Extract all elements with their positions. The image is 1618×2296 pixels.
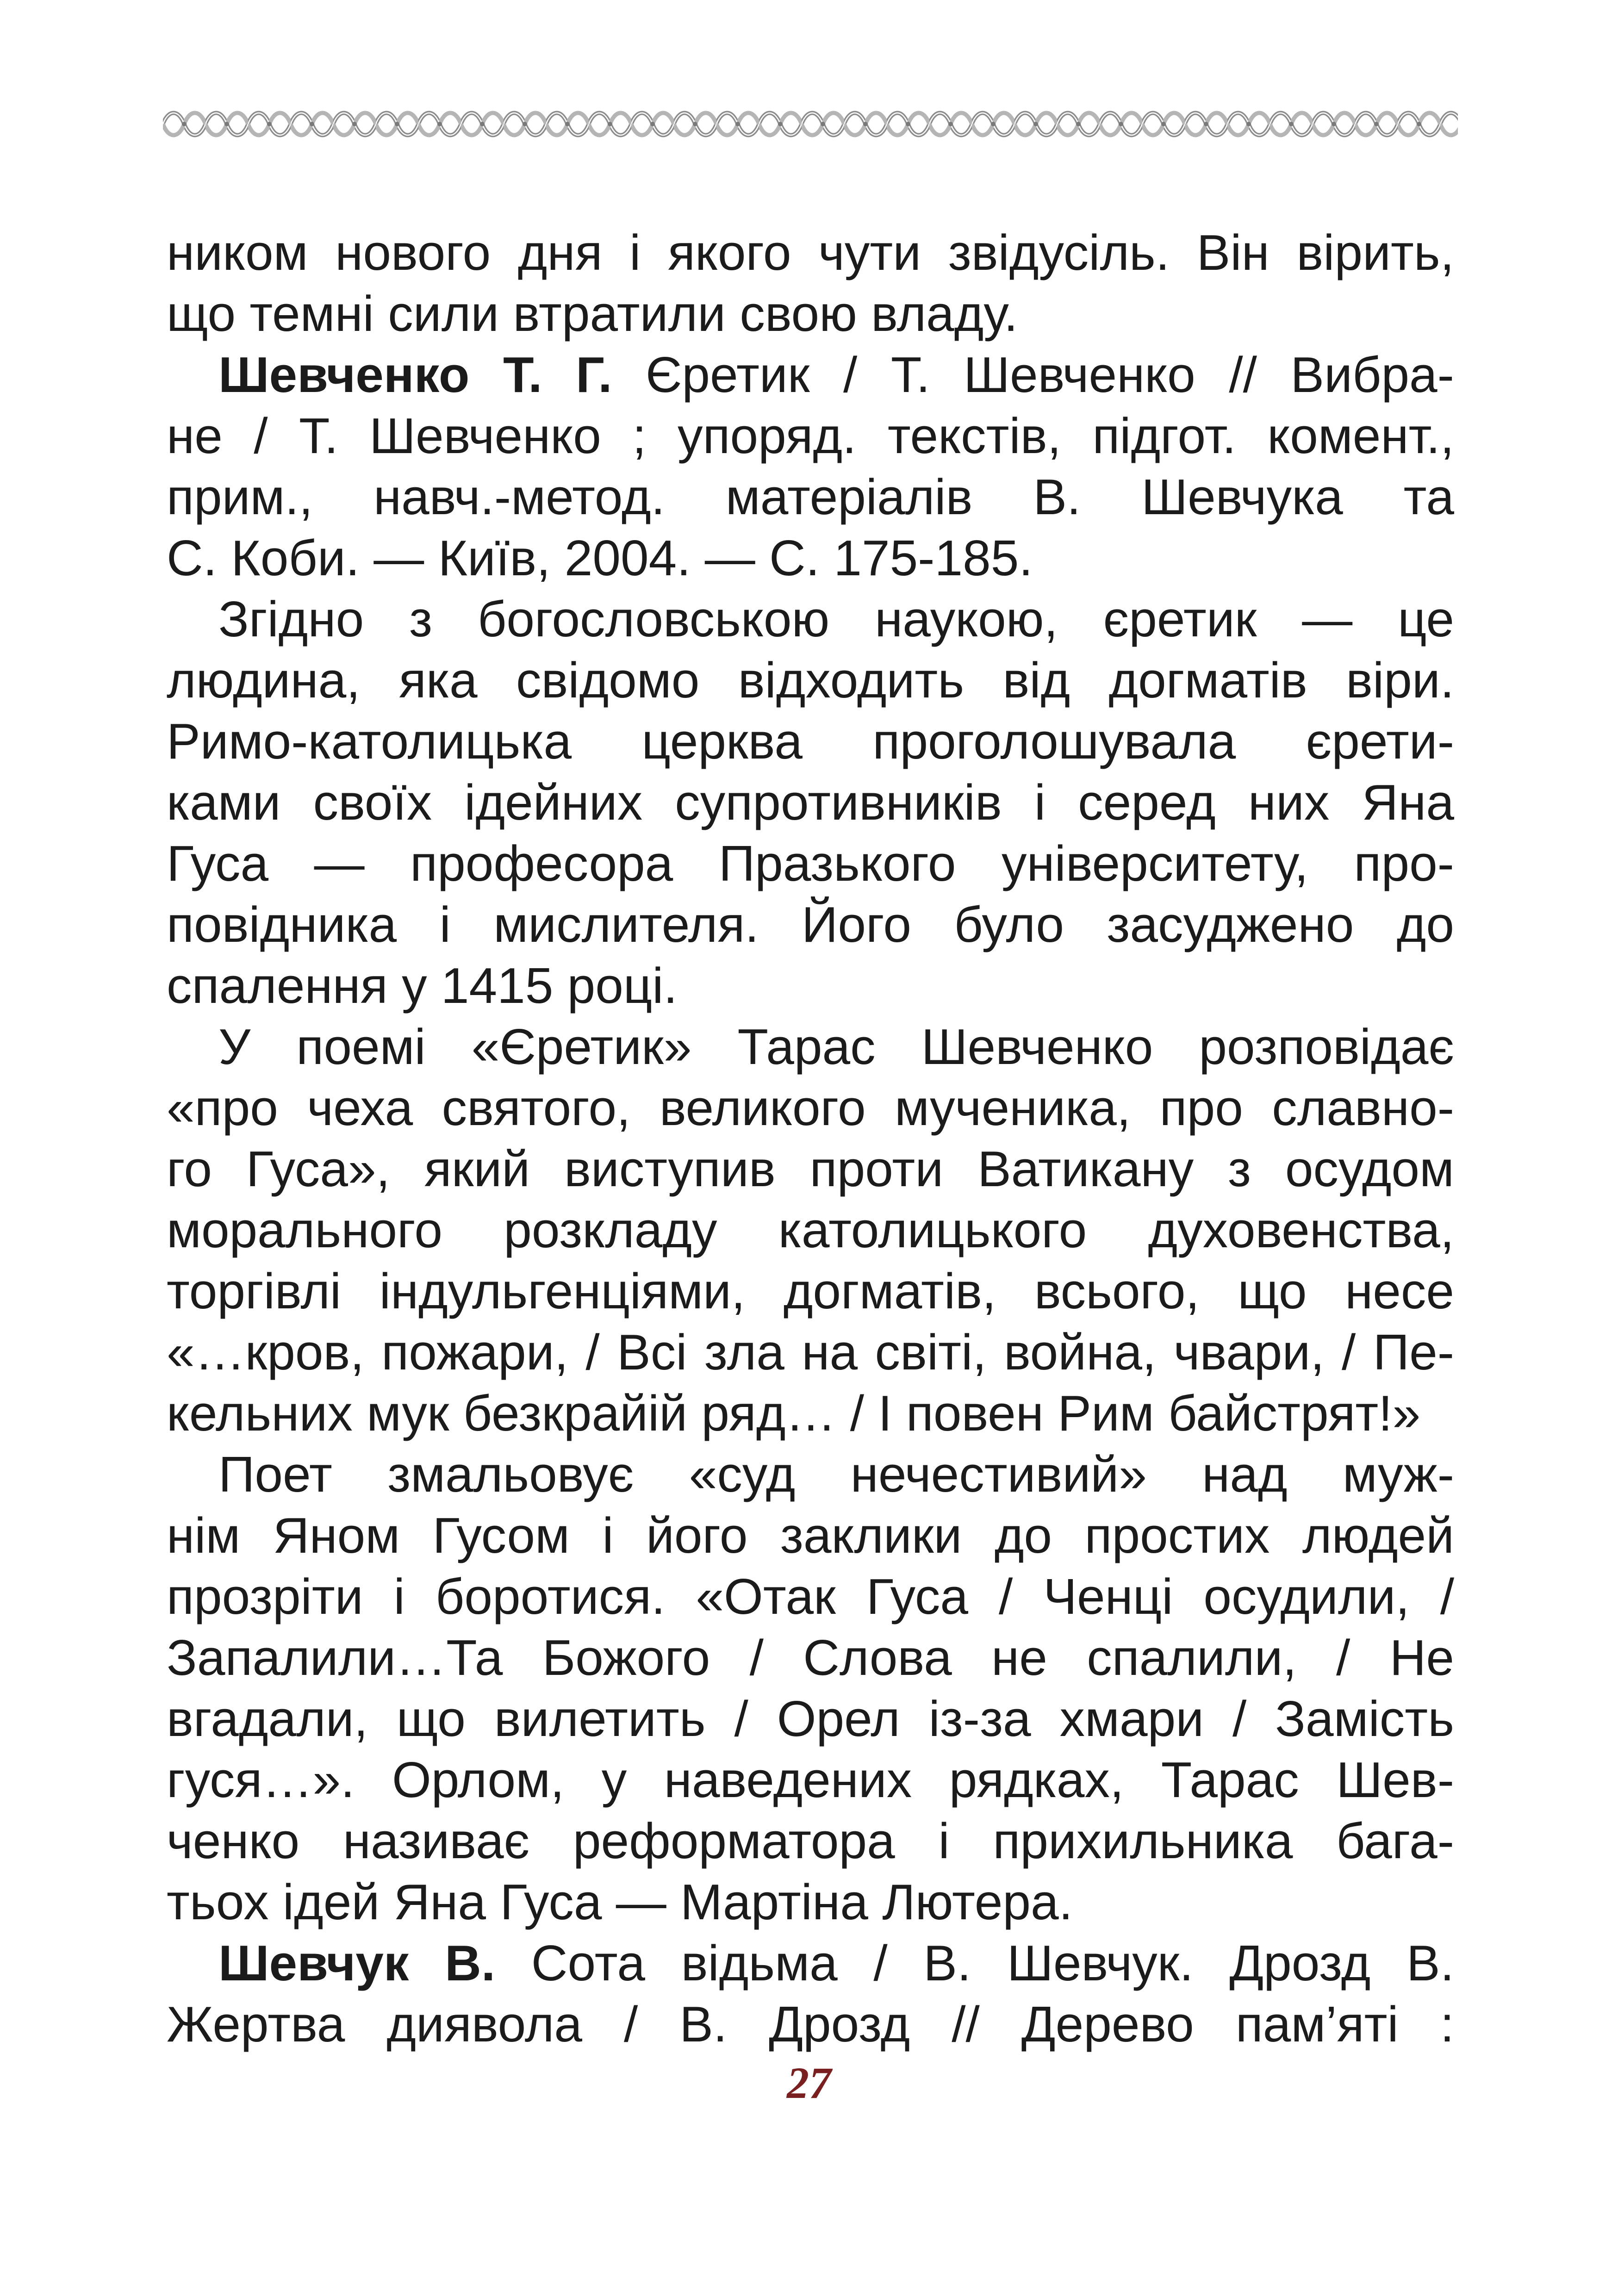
text-line: го Гуса», який виступив проти Ватикану з осудом	[167, 1141, 1454, 1197]
text-line: спалення у 1415 році.	[167, 958, 678, 1014]
ornamental-border	[163, 103, 1458, 145]
text-line: «…кров, пожари, / Всі зла на світі, война, чвари, / Пе-	[167, 1324, 1454, 1381]
author-name: Шевченко Т. Г.	[218, 347, 612, 403]
page-number: 27	[787, 2058, 831, 2108]
text-line: нім Яном Гусом і його заклики до простих людей	[167, 1507, 1454, 1564]
text-line: ником нового дня і якого чути звідусіль. Він вірить,	[167, 224, 1454, 281]
text-line: кельних мук безкрайій ряд… / І повен Рим байстрят!»	[167, 1385, 1421, 1442]
text-line: прозріти і боротися. «Отак Гуса / Ченці осудили, /	[167, 1568, 1454, 1625]
text-line: «про чеха святого, великого мученика, про славно-	[167, 1080, 1454, 1136]
author-name: Шевчук В.	[218, 1935, 496, 1991]
text-line: не / Т. Шевченко ; упоряд. текстів, підгот. комент.,	[167, 408, 1454, 464]
text-line: тьох ідей Яна Гуса — Мартіна Лютера.	[167, 1874, 1073, 1930]
paragraph-start: У поемі «Єретик» Тарас Шевченко розповідає	[218, 1019, 1454, 1075]
paragraph-start: Поет змальовує «суд нечестивий» над муж-	[218, 1446, 1454, 1503]
text-line: ченко називає реформатора і прихильника бага-	[167, 1813, 1454, 1869]
text-line: С. Коби. — Київ, 2004. — С. 175-185.	[167, 530, 1033, 586]
text-line: гуся…». Орлом, у наведених рядках, Тарас Шев-	[167, 1752, 1454, 1808]
text-line: Римо-католицька церква проголошувала єрети-	[167, 713, 1454, 770]
text-line: Жертва диявола / В. Дрозд // Дерево пам’яті :	[167, 1996, 1454, 2053]
text-line: Гуса — професора Празького університету, про-	[167, 835, 1454, 892]
text-line: Запалили…Та Божого / Слова не спалили, / Не	[167, 1630, 1454, 1686]
text-line: вгадали, що вилетить / Орел із-за хмари / Замість	[167, 1691, 1454, 1747]
bibliography-entry-shevchuk	[167, 1933, 1454, 1994]
text-line: ками своїх ідейних супротивників і серед них Яна	[167, 774, 1454, 831]
text-line: торгівлі індульгенціями, догматів, всього, що несе	[167, 1263, 1454, 1319]
text-line: Сота відьма / В. Шевчук. Дрозд В.	[495, 1935, 1454, 1991]
text-line: що темні сили втратили свою владу.	[167, 286, 1018, 342]
bibliography-entry-shevchenko	[167, 344, 1454, 405]
text-line: прим., навч.-метод. матеріалів В. Шевчука та	[167, 469, 1454, 525]
text-line: повідника і мислителя. Його було засуджено до	[167, 896, 1454, 953]
text-line: людина, яка свідомо відходить від догматів віри.	[167, 652, 1454, 709]
paragraph-start: Згідно з богословською наукою, єретик — це	[218, 591, 1454, 647]
text-line: Єретик / Т. Шевченко // Вибра-	[612, 347, 1454, 403]
body-text	[167, 222, 1454, 2055]
text-line: морального розкладу католицького духовенства,	[167, 1202, 1454, 1258]
